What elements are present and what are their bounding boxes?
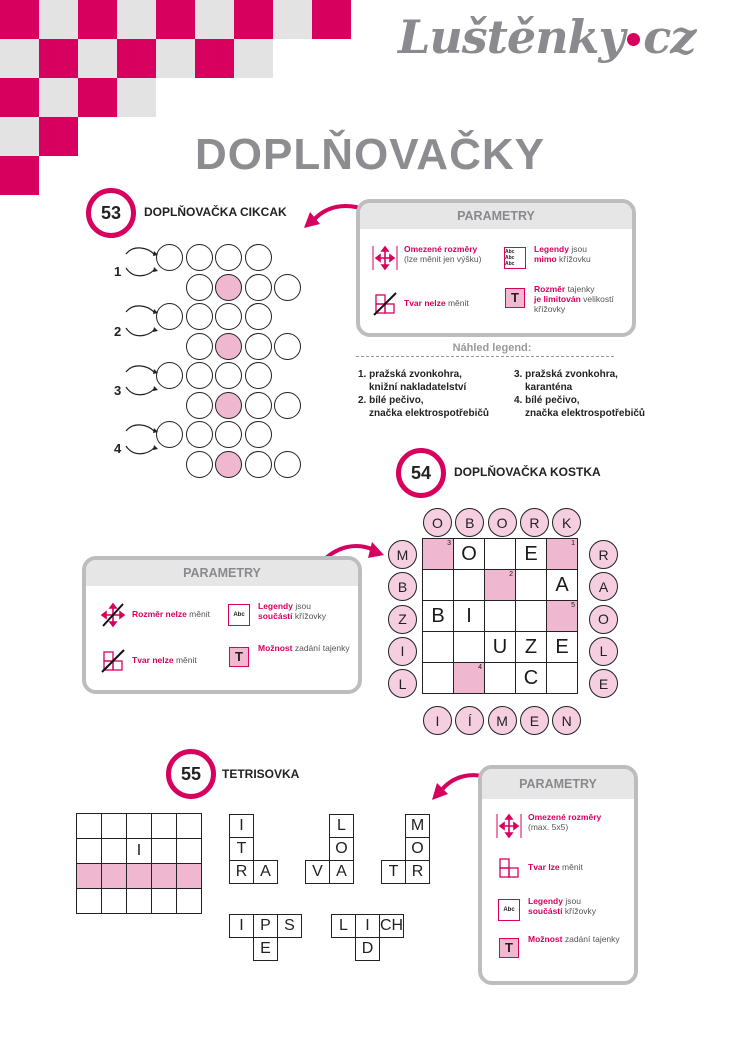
cikcak-cell[interactable] — [245, 421, 272, 448]
grid-cell[interactable] — [547, 601, 578, 632]
cikcak-cell[interactable] — [186, 421, 213, 448]
cikcak-cell[interactable] — [215, 244, 242, 271]
shape-locked-icon — [100, 648, 126, 674]
tetris-piece-cell[interactable]: R — [405, 860, 430, 884]
param-text: jsou — [571, 244, 587, 254]
grid-cell[interactable] — [547, 570, 578, 601]
cikcak-cell[interactable] — [156, 244, 183, 271]
param-title: Legendy — [534, 244, 569, 254]
tetris-piece-cell[interactable]: R — [229, 860, 254, 884]
param-title: Rozměr nelze — [132, 609, 187, 620]
param-title: Omezené rozměry — [528, 812, 602, 822]
param-title: Tvar nelze — [404, 298, 446, 309]
grid-cell[interactable] — [177, 814, 202, 839]
param-item — [496, 897, 626, 923]
panel-header: PARAMETRY — [360, 203, 632, 229]
preview-title: Náhled legend: — [452, 342, 532, 354]
param-text: (lze měnit jen výšku) — [404, 253, 482, 264]
page-title: DOPLŇOVAČKY — [195, 130, 545, 179]
grid-cell[interactable] — [177, 864, 202, 889]
cikcak-cell[interactable] — [215, 421, 242, 448]
param-text: (max. 5x5) — [528, 821, 569, 832]
param-item — [502, 285, 627, 314]
tetris-piece-cell[interactable]: I — [355, 914, 380, 938]
grid-cell[interactable] — [516, 570, 547, 601]
tetris-piece-cell[interactable]: L — [331, 914, 356, 938]
param-item — [100, 602, 230, 628]
grid-cell[interactable] — [127, 889, 152, 914]
param-text: měnit — [175, 655, 197, 666]
cell-letter: Z — [524, 635, 538, 658]
grid-cell[interactable] — [127, 814, 152, 839]
cikcak-cell[interactable] — [186, 244, 213, 271]
resize-locked-icon — [100, 602, 126, 628]
tetris-piece-cell[interactable]: O — [405, 837, 430, 861]
cikcak-cell[interactable] — [186, 362, 213, 389]
cell-letter: U — [492, 635, 508, 658]
ring-letter-bottom: M — [488, 706, 517, 735]
row-label: 1 — [114, 264, 122, 279]
shape-locked-icon — [372, 291, 398, 317]
ring-letter-bottom: E — [520, 706, 549, 735]
ring-letter-top: O — [488, 508, 517, 537]
param-title: Tvar lze — [528, 862, 560, 873]
cikcak-cell[interactable] — [245, 362, 272, 389]
legend-line: karanténa — [525, 382, 573, 393]
tetris-piece-cell[interactable]: O — [329, 837, 354, 861]
cikcak-cell[interactable] — [245, 274, 272, 301]
grid-cell[interactable] — [102, 839, 127, 864]
param-title: Možnost — [258, 643, 293, 653]
legend-list-right — [514, 368, 645, 420]
row-label: 3 — [114, 383, 122, 398]
param-text: měnit — [447, 298, 469, 309]
tetris-piece-cell[interactable]: A — [253, 860, 278, 884]
grid-cell[interactable] — [177, 889, 202, 914]
cikcak-cell[interactable] — [186, 274, 213, 301]
param-title: Legendy — [528, 896, 563, 906]
param-item — [496, 813, 626, 839]
param-text: křížovky — [294, 610, 327, 621]
puzzle-number: 53 — [100, 202, 122, 223]
grid-cell[interactable] — [547, 663, 578, 694]
tetris-piece-cell[interactable]: CH — [379, 914, 404, 938]
ring-letter-right: R — [589, 540, 618, 569]
cikcak-cell[interactable] — [186, 392, 213, 419]
legend-line: 1. pražská zvonkohra, — [358, 369, 462, 380]
grid-cell[interactable] — [516, 663, 547, 694]
cell-number: 1 — [571, 540, 575, 547]
grid-cell[interactable] — [423, 601, 454, 632]
grid-cell[interactable] — [516, 632, 547, 663]
legend-box-icon: Abc Abc Abc — [504, 247, 526, 269]
param-item — [496, 935, 626, 961]
grid-cell[interactable] — [454, 539, 485, 570]
grid-cell[interactable] — [516, 601, 547, 632]
grid-cell[interactable] — [547, 539, 578, 570]
tajenka-icon: T — [499, 938, 519, 958]
cikcak-cell[interactable] — [215, 362, 242, 389]
grid-cell[interactable] — [102, 889, 127, 914]
legend-list-left — [358, 368, 489, 420]
resize-icon — [372, 245, 398, 271]
grid-cell[interactable] — [485, 663, 516, 694]
kostka-puzzle — [384, 506, 624, 738]
param-title: součástí — [258, 610, 293, 621]
param-item — [226, 602, 351, 628]
ring-letter-left: Z — [388, 605, 417, 634]
param-title: Rozměr — [534, 284, 566, 294]
cikcak-cell[interactable] — [215, 333, 242, 360]
cikcak-cell[interactable] — [245, 451, 272, 478]
grid-cell[interactable] — [454, 570, 485, 601]
cell-number: 2 — [509, 571, 513, 578]
legend-line: knižní nakladatelství — [369, 382, 467, 393]
tetris-piece-cell[interactable]: I — [229, 814, 254, 838]
grid-cell[interactable] — [516, 539, 547, 570]
param-text: křížovky — [564, 905, 597, 916]
grid-cell[interactable] — [423, 663, 454, 694]
tetris-piece-cell[interactable]: T — [381, 860, 406, 884]
param-text: zadání tajenky — [564, 934, 620, 944]
param-title: je limitován — [534, 293, 581, 304]
resize-icon — [496, 813, 522, 839]
cell-letter: O — [461, 542, 477, 565]
cell-number: 3 — [447, 540, 451, 547]
param-text: měnit — [189, 609, 210, 620]
parameters-panel — [478, 765, 638, 985]
cell-letter: C — [523, 666, 539, 689]
cikcak-cell[interactable] — [245, 392, 272, 419]
logo-suffix: cz — [643, 10, 696, 64]
grid-cell[interactable] — [423, 539, 454, 570]
ring-letter-top: K — [552, 508, 581, 537]
legend-line: 2. bílé pečivo, — [358, 395, 424, 406]
tetris-grid — [76, 813, 202, 914]
cikcak-cell[interactable] — [186, 303, 213, 330]
ring-letter-top: O — [423, 508, 452, 537]
ring-letter-right: L — [589, 637, 618, 666]
cell-letter: I — [466, 604, 472, 627]
legend-box-icon: Abc — [228, 604, 250, 626]
grid-cell[interactable] — [127, 864, 152, 889]
site-logo[interactable] — [398, 10, 695, 64]
kostka-grid — [422, 538, 578, 694]
cikcak-cell[interactable] — [215, 274, 242, 301]
cikcak-cell[interactable] — [215, 392, 242, 419]
legend-line: 4. bílé pečivo, — [514, 395, 580, 406]
ring-letter-bottom: N — [552, 706, 581, 735]
tetris-piece-cell[interactable]: I — [229, 914, 254, 938]
param-item — [372, 291, 502, 317]
grid-cell[interactable] — [77, 864, 102, 889]
ring-letter-bottom: Í — [455, 706, 484, 735]
param-text: jsou — [565, 896, 581, 906]
tetris-piece-cell[interactable]: D — [355, 937, 380, 961]
grid-cell[interactable] — [454, 601, 485, 632]
row-label: 4 — [114, 441, 122, 456]
grid-cell[interactable] — [77, 839, 102, 864]
tetris-piece-cell[interactable]: M — [405, 814, 430, 838]
ring-letter-left: M — [388, 540, 417, 569]
cikcak-cell[interactable] — [186, 333, 213, 360]
cikcak-cell[interactable] — [186, 451, 213, 478]
panel-header: PARAMETRY — [482, 769, 634, 799]
grid-cell[interactable] — [77, 889, 102, 914]
param-item — [100, 648, 230, 674]
ring-letter-bottom: I — [423, 706, 452, 735]
grid-cell[interactable] — [152, 814, 177, 839]
divider — [356, 356, 614, 357]
cell-letter: A — [555, 573, 569, 596]
cikcak-cell[interactable] — [274, 451, 301, 478]
param-title: Tvar nelze — [132, 655, 174, 666]
param-item — [502, 245, 627, 271]
panel-header: PARAMETRY — [86, 560, 358, 586]
shape-icon — [496, 855, 522, 881]
grid-cell[interactable] — [102, 864, 127, 889]
cell-letter: E — [555, 635, 569, 658]
ring-letter-right: E — [589, 669, 618, 698]
cikcak-cell[interactable] — [156, 362, 183, 389]
cell-number: 5 — [571, 602, 575, 609]
ring-letter-right: O — [589, 605, 618, 634]
param-title: součástí — [528, 905, 563, 916]
ring-letter-left: L — [388, 669, 417, 698]
puzzle-title: DOPLŇOVAČKA CIKCAK — [144, 205, 287, 219]
tajenka-icon: T — [505, 288, 525, 308]
legend-line: značka elektrospotřebičů — [369, 408, 490, 419]
puzzle-number-badge — [166, 749, 216, 799]
tetris-piece-cell[interactable]: V — [305, 860, 330, 884]
grid-cell[interactable] — [423, 570, 454, 601]
ring-letter-left: I — [388, 637, 417, 666]
grid-cell[interactable] — [77, 814, 102, 839]
tetris-piece-cell[interactable]: E — [253, 937, 278, 961]
tetris-piece-cell[interactable]: A — [329, 860, 354, 884]
grid-cell[interactable] — [152, 839, 177, 864]
cell-letter: B — [431, 604, 445, 627]
param-title: Legendy — [258, 601, 293, 611]
cikcak-cell[interactable] — [215, 303, 242, 330]
tetris-piece-cell[interactable]: L — [329, 814, 354, 838]
cikcak-cell[interactable] — [245, 333, 272, 360]
puzzle-number-badge — [396, 448, 446, 498]
puzzle-number: 54 — [410, 462, 432, 483]
grid-cell[interactable] — [454, 632, 485, 663]
param-text: měnit — [562, 862, 583, 873]
puzzle-title: TETRISOVKA — [222, 767, 300, 781]
ring-letter-top: R — [520, 508, 549, 537]
ring-letter-left: B — [388, 572, 417, 601]
grid-cell[interactable] — [485, 539, 516, 570]
grid-cell[interactable] — [152, 864, 177, 889]
puzzle-title: DOPLŇOVAČKA KOSTKA — [454, 465, 601, 479]
tetris-piece-cell[interactable]: T — [229, 837, 254, 861]
cell-number: 4 — [478, 664, 482, 671]
cikcak-cell[interactable] — [274, 274, 301, 301]
param-item — [496, 855, 626, 881]
logo-dot-icon — [627, 33, 640, 46]
cikcak-cell[interactable] — [215, 451, 242, 478]
logo-text: Luštěnky — [398, 10, 625, 64]
ring-letter-right: A — [589, 572, 618, 601]
ring-letter-top: B — [455, 508, 484, 537]
legend-box-icon: Abc — [498, 899, 520, 921]
tajenka-icon: T — [229, 647, 249, 667]
legend-line: značka elektrospotřebičů — [525, 408, 646, 419]
param-text: křížovku — [559, 253, 591, 264]
grid-cell[interactable] — [102, 814, 127, 839]
cikcak-cell[interactable] — [274, 333, 301, 360]
cikcak-cell[interactable] — [156, 421, 183, 448]
tetris-piece-cell[interactable]: P — [253, 914, 278, 938]
param-title: Omezené rozměry — [404, 244, 478, 254]
param-text: tajenky — [567, 284, 595, 294]
legend-line: 3. pražská zvonkohra, — [514, 369, 618, 380]
param-text: zadání tajenky — [294, 643, 350, 653]
cikcak-cell[interactable] — [156, 303, 183, 330]
grid-cell[interactable] — [454, 663, 485, 694]
tetris-piece-cell[interactable]: S — [277, 914, 302, 938]
param-item — [372, 245, 502, 271]
grid-cell[interactable] — [423, 632, 454, 663]
grid-cell[interactable] — [485, 632, 516, 663]
grid-cell[interactable] — [485, 570, 516, 601]
zigzag-arrows-icon — [120, 246, 160, 476]
parameters-panel — [82, 556, 362, 694]
param-text: jsou — [295, 601, 311, 611]
param-title: Možnost — [528, 934, 563, 944]
param-title: mimo — [534, 253, 557, 264]
cikcak-cell[interactable] — [245, 303, 272, 330]
puzzle-number-badge — [86, 188, 136, 238]
cikcak-grid — [100, 240, 280, 480]
grid-cell[interactable]: I — [127, 839, 152, 864]
grid-cell[interactable] — [177, 839, 202, 864]
param-item — [226, 644, 351, 670]
grid-cell[interactable] — [485, 601, 516, 632]
cikcak-cell[interactable] — [245, 244, 272, 271]
grid-cell[interactable] — [547, 632, 578, 663]
cell-letter: E — [524, 542, 538, 565]
puzzle-number: 55 — [180, 763, 202, 784]
cikcak-cell[interactable] — [274, 392, 301, 419]
param-text: velikostí křížovky — [534, 293, 614, 314]
grid-cell[interactable] — [152, 889, 177, 914]
row-label: 2 — [114, 324, 122, 339]
parameters-panel — [356, 199, 636, 337]
